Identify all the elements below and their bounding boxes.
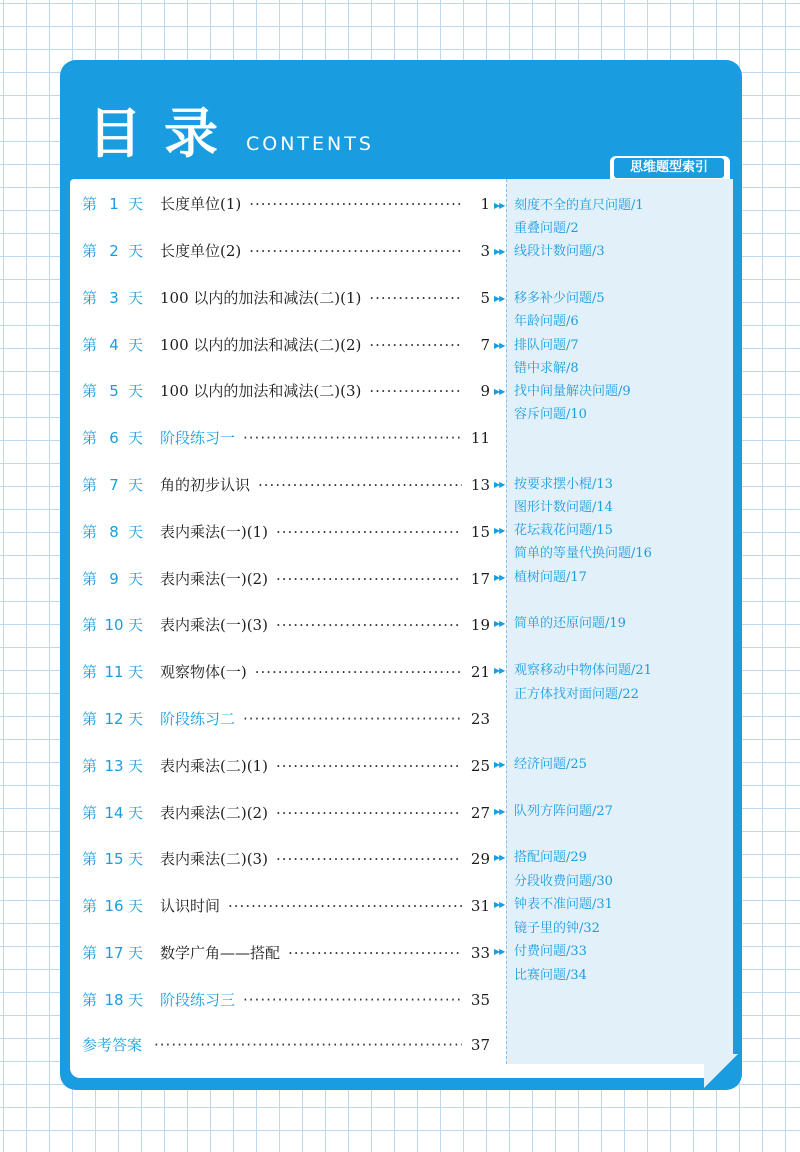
entry-title: 表内乘法(一)(3) ····· (160, 613, 490, 637)
day-number: 5 (109, 382, 119, 400)
index-item[interactable] (494, 613, 724, 635)
page-subtitle: CONTENTS (246, 133, 374, 155)
toc-entry[interactable] (82, 473, 490, 497)
double-arrow-icon: ▶▶ (494, 947, 505, 956)
index-item-label: 分段收费问题/30 (514, 874, 613, 889)
entry-title: 表内乘法(二)(1) ····· (160, 754, 490, 778)
entry-title: 表内乘法(二)(3) ····· (160, 847, 490, 871)
entry-title: 100 以内的加法和减法(二)(2) ····· (160, 333, 490, 357)
index-item[interactable] (514, 218, 724, 240)
day-prefix: 第 (82, 850, 98, 868)
day-suffix: 天 (128, 710, 144, 728)
day-prefix: 第 (82, 570, 98, 588)
entry-title: 100 以内的加法和减法(二)(3) ····· (160, 379, 490, 403)
index-item[interactable] (514, 871, 724, 893)
double-arrow-icon: ▶▶ (494, 387, 505, 396)
entry-title: 阶段练习三 ····· (160, 988, 490, 1012)
day-suffix: 天 (128, 897, 144, 915)
day-prefix: 第 (82, 289, 98, 307)
day-label (82, 333, 146, 357)
index-item[interactable] (494, 894, 724, 916)
day-suffix: 天 (128, 195, 144, 213)
double-arrow-icon: ▶▶ (494, 573, 505, 582)
toc-entry[interactable] (82, 754, 490, 778)
index-item[interactable] (494, 941, 724, 963)
day-number: 12 (104, 710, 124, 728)
index-badge: 思维题型索引 (614, 158, 724, 178)
entry-title: 100 以内的加法和减法(二)(1) ····· (160, 286, 490, 310)
day-number: 17 (104, 944, 124, 962)
toc-entry[interactable] (82, 567, 490, 591)
index-item[interactable] (494, 847, 724, 869)
index-item[interactable] (514, 918, 724, 940)
entry-page: 27 (462, 801, 490, 825)
day-label (82, 286, 146, 310)
entry-title: 阶段练习一 ····· (160, 426, 490, 450)
index-item-label: 队列方阵问题/27 (514, 804, 613, 819)
toc-entry[interactable] (82, 847, 490, 871)
index-item-label: 排队问题/7 (514, 338, 579, 353)
index-item[interactable] (514, 965, 724, 987)
entry-title: 角的初步认识 ····· (160, 473, 490, 497)
day-label (82, 426, 146, 450)
day-suffix: 天 (128, 663, 144, 681)
entry-title: 数学广角——搭配 ····· (160, 941, 490, 965)
index-item[interactable] (494, 660, 724, 682)
index-item-label: 简单的等量代换问题/16 (514, 546, 652, 561)
entry-page: 17 (462, 567, 490, 591)
index-item-label: 比赛问题/34 (514, 968, 587, 983)
index-item-label: 年龄问题/6 (514, 314, 579, 329)
day-label (82, 847, 146, 871)
day-number: 10 (104, 616, 124, 634)
index-item-label: 经济问题/25 (514, 757, 587, 772)
entry-page: 1 (462, 192, 490, 216)
day-suffix: 天 (128, 242, 144, 260)
index-item[interactable] (514, 497, 724, 519)
day-label (82, 239, 146, 263)
toc-entry[interactable] (82, 894, 490, 918)
index-item[interactable] (514, 358, 724, 380)
index-item-label: 正方体找对面问题/22 (514, 687, 639, 702)
day-suffix: 天 (128, 476, 144, 494)
day-suffix: 天 (128, 991, 144, 1009)
entry-page: 33 (462, 941, 490, 965)
double-arrow-icon: ▶▶ (494, 666, 505, 675)
answers-entry[interactable] (82, 1033, 490, 1057)
index-item-label: 花坛栽花问题/15 (514, 523, 613, 538)
day-prefix: 第 (82, 991, 98, 1009)
index-item[interactable] (514, 311, 724, 333)
day-label (82, 894, 146, 918)
entry-title: 观察物体(一) ····· (160, 660, 490, 684)
day-suffix: 天 (128, 757, 144, 775)
entry-page: 3 (462, 239, 490, 263)
entry-title: 表内乘法(二)(2) ····· (160, 801, 490, 825)
index-item[interactable] (494, 474, 724, 496)
entry-title: 长度单位(1) ····· (160, 192, 490, 216)
day-suffix: 天 (128, 336, 144, 354)
index-item[interactable] (514, 684, 724, 706)
index-item-label: 钟表不准问题/31 (514, 897, 613, 912)
entry-page: 15 (462, 520, 490, 544)
toc-entry[interactable] (82, 520, 490, 544)
day-suffix: 天 (128, 289, 144, 307)
index-item[interactable] (494, 241, 724, 263)
day-label (82, 660, 146, 684)
entry-title: 认识时间 ····· (160, 894, 490, 918)
toc-entry[interactable] (82, 239, 490, 263)
index-item[interactable] (494, 288, 724, 310)
day-prefix: 第 (82, 523, 98, 541)
day-number: 7 (109, 476, 119, 494)
entry-title: 阶段练习二 ····· (160, 707, 490, 731)
double-arrow-icon: ▶▶ (494, 900, 505, 909)
entry-page: 9 (462, 379, 490, 403)
entry-page: 11 (462, 426, 490, 450)
toc-entry[interactable] (82, 988, 490, 1012)
entry-title: 表内乘法(一)(1) ····· (160, 520, 490, 544)
day-number: 18 (104, 991, 124, 1009)
double-arrow-icon: ▶▶ (494, 294, 505, 303)
entry-title: 表内乘法(一)(2) ····· (160, 567, 490, 591)
day-number: 8 (109, 523, 119, 541)
answers-page: 37 (462, 1033, 490, 1057)
day-label (82, 473, 146, 497)
index-item-label: 刻度不全的直尺问题/1 (514, 198, 644, 213)
double-arrow-icon: ▶▶ (494, 760, 505, 769)
double-arrow-icon: ▶▶ (494, 480, 505, 489)
entry-page: 23 (462, 707, 490, 731)
day-label (82, 192, 146, 216)
index-item-label: 观察移动中物体问题/21 (514, 663, 652, 678)
day-prefix: 第 (82, 476, 98, 494)
day-label (82, 754, 146, 778)
day-suffix: 天 (128, 944, 144, 962)
index-item-label: 移多补少问题/5 (514, 291, 605, 306)
day-suffix: 天 (128, 429, 144, 447)
answers-label: 参考答案 ····· (82, 1033, 462, 1057)
index-item-label: 容斥问题/10 (514, 407, 587, 422)
toc-entry[interactable] (82, 426, 490, 450)
day-prefix: 第 (82, 663, 98, 681)
day-number: 11 (104, 663, 124, 681)
index-item-label: 线段计数问题/3 (514, 244, 605, 259)
day-prefix: 第 (82, 804, 98, 822)
index-item-label: 付费问题/33 (514, 944, 587, 959)
day-number: 14 (104, 804, 124, 822)
day-number: 4 (109, 336, 119, 354)
day-label (82, 379, 146, 403)
toc-entry[interactable] (82, 660, 490, 684)
day-number: 16 (104, 897, 124, 915)
day-label (82, 520, 146, 544)
index-item-label: 搭配问题/29 (514, 850, 587, 865)
page-title: 目录 (88, 102, 240, 165)
toc-entry[interactable] (82, 801, 490, 825)
day-prefix: 第 (82, 382, 98, 400)
entry-page: 35 (462, 988, 490, 1012)
index-item-label: 按要求摆小棍/13 (514, 477, 613, 492)
day-suffix: 天 (128, 804, 144, 822)
day-label (82, 613, 146, 637)
day-label (82, 707, 146, 731)
day-suffix: 天 (128, 382, 144, 400)
index-item[interactable] (494, 195, 724, 217)
day-prefix: 第 (82, 242, 98, 260)
day-number: 13 (104, 757, 124, 775)
double-arrow-icon: ▶▶ (494, 853, 505, 862)
index-item-label: 镜子里的钟/32 (514, 921, 600, 936)
day-prefix: 第 (82, 710, 98, 728)
entry-page: 5 (462, 286, 490, 310)
toc-entry[interactable] (82, 286, 490, 310)
day-suffix: 天 (128, 616, 144, 634)
index-item[interactable] (494, 801, 724, 823)
day-prefix: 第 (82, 336, 98, 354)
toc-entry[interactable] (82, 613, 490, 637)
page-curl-fold (704, 1054, 738, 1088)
index-item-label: 图形计数问题/14 (514, 500, 613, 515)
entry-page: 21 (462, 660, 490, 684)
index-item[interactable] (514, 543, 724, 565)
index-item[interactable] (494, 381, 724, 403)
day-prefix: 第 (82, 757, 98, 775)
index-item[interactable] (494, 335, 724, 357)
double-arrow-icon: ▶▶ (494, 201, 505, 210)
toc-entry[interactable] (82, 707, 490, 731)
toc-entry[interactable] (82, 192, 490, 216)
index-item[interactable] (494, 754, 724, 776)
day-number: 15 (104, 850, 124, 868)
day-label (82, 801, 146, 825)
day-prefix: 第 (82, 195, 98, 213)
entry-page: 7 (462, 333, 490, 357)
index-item-label: 错中求解/8 (514, 361, 579, 376)
double-arrow-icon: ▶▶ (494, 807, 505, 816)
index-item[interactable] (494, 520, 724, 542)
day-number: 3 (109, 289, 119, 307)
index-item[interactable] (514, 404, 724, 426)
entry-page: 31 (462, 894, 490, 918)
entry-page: 19 (462, 613, 490, 637)
double-arrow-icon: ▶▶ (494, 247, 505, 256)
double-arrow-icon: ▶▶ (494, 341, 505, 350)
day-label (82, 567, 146, 591)
double-arrow-icon: ▶▶ (494, 619, 505, 628)
day-prefix: 第 (82, 616, 98, 634)
entry-page: 25 (462, 754, 490, 778)
index-item[interactable] (494, 567, 724, 589)
day-prefix: 第 (82, 897, 98, 915)
day-suffix: 天 (128, 523, 144, 541)
toc-entry[interactable] (82, 379, 490, 403)
day-label (82, 988, 146, 1012)
toc-entry[interactable] (82, 941, 490, 965)
toc-entry[interactable] (82, 333, 490, 357)
entry-page: 29 (462, 847, 490, 871)
entry-page: 13 (462, 473, 490, 497)
day-number: 6 (109, 429, 119, 447)
index-item-label: 简单的还原问题/19 (514, 616, 626, 631)
day-number: 2 (109, 242, 119, 260)
entry-title: 长度单位(2) ····· (160, 239, 490, 263)
day-suffix: 天 (128, 570, 144, 588)
day-prefix: 第 (82, 429, 98, 447)
day-number: 1 (109, 195, 119, 213)
index-item-label: 找中间量解决问题/9 (514, 384, 631, 399)
index-item-label: 重叠问题/2 (514, 221, 579, 236)
double-arrow-icon: ▶▶ (494, 526, 505, 535)
day-suffix: 天 (128, 850, 144, 868)
day-label (82, 941, 146, 965)
day-number: 9 (109, 570, 119, 588)
index-item-label: 植树问题/17 (514, 570, 587, 585)
day-prefix: 第 (82, 944, 98, 962)
